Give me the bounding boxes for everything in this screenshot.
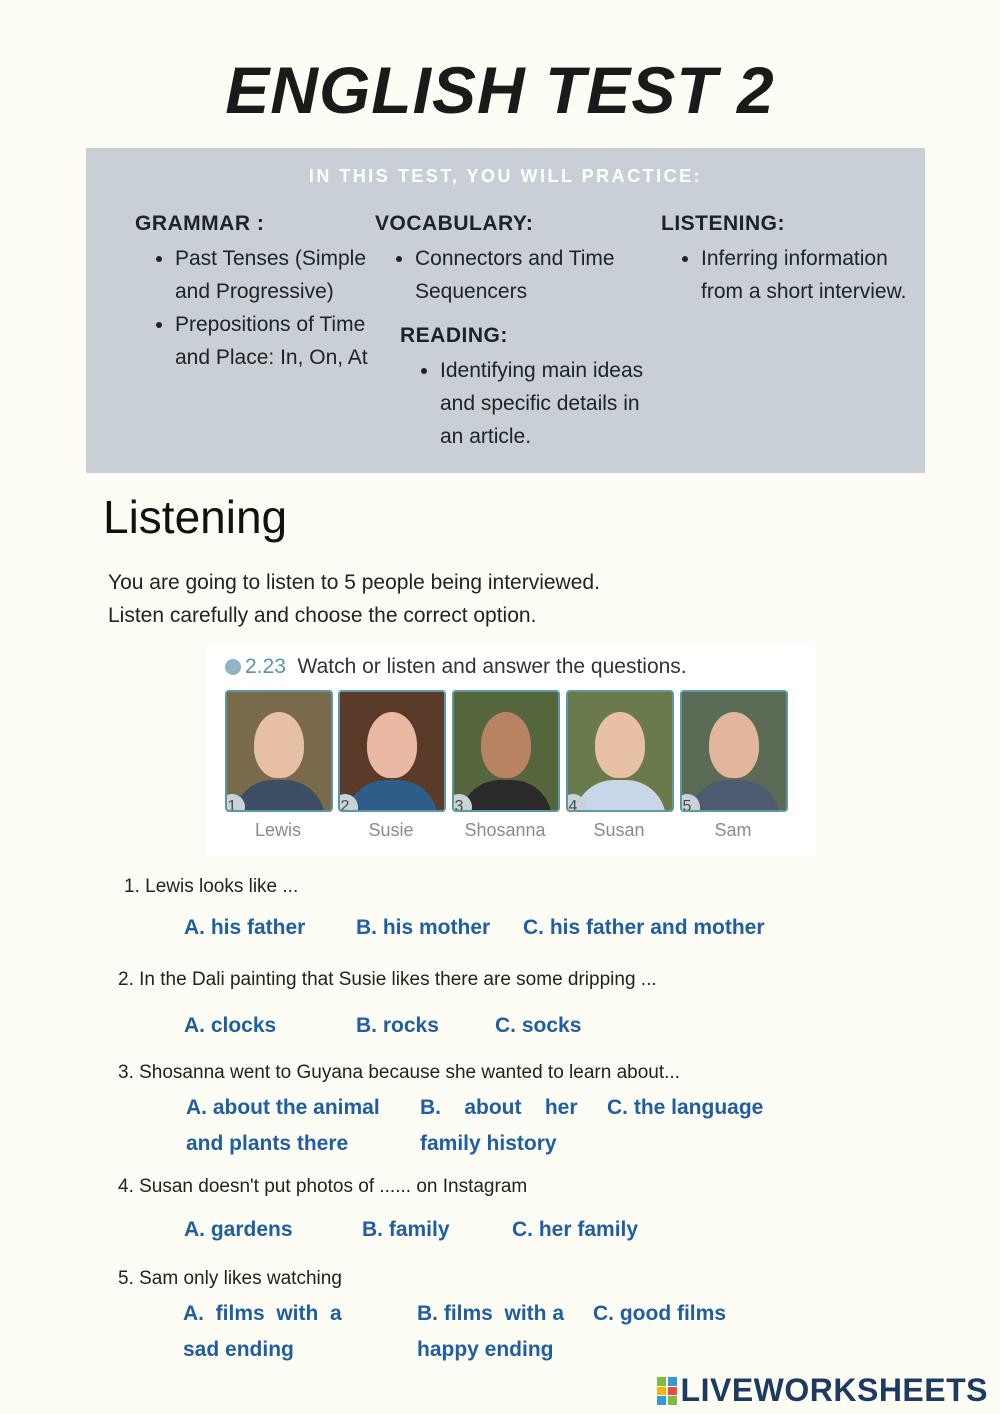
listening-column (661, 212, 921, 308)
person-number: 1 (225, 794, 245, 812)
intro-line: You are going to listen to 5 people being interviewed. (108, 571, 600, 594)
section-title: Listening (103, 491, 288, 543)
grammar-column (135, 212, 375, 374)
person-name: Lewis (254, 820, 302, 840)
portrait-image (225, 690, 333, 812)
q2-option-b[interactable]: B. rocks (356, 1014, 439, 1037)
photo-caption (225, 655, 687, 679)
person-card (452, 690, 558, 841)
q1-option-b[interactable]: B. his mother (356, 916, 491, 939)
question-2-text: 2. In the Dali painting that Susie likes there are some dripping ... (118, 969, 657, 990)
person-name: Sam (714, 820, 752, 840)
practice-heading: IN THIS TEST, YOU WILL PRACTICE: (308, 166, 703, 186)
page-title: ENGLISH TEST 2 (225, 53, 775, 127)
person-card (680, 690, 786, 841)
q3-option-c[interactable]: C. the language (607, 1096, 764, 1119)
q4-option-b[interactable]: B. family (362, 1218, 450, 1241)
q2-option-c[interactable]: C. socks (495, 1014, 582, 1037)
person-name: Susie (368, 820, 414, 840)
brand-name: LIVEWORKSHEETS (680, 1372, 988, 1408)
q5-option-a[interactable]: A. films with a sad ending (183, 1302, 348, 1361)
q1-option-c[interactable]: C. his father and mother (523, 916, 765, 939)
listening-label: LISTENING: (661, 212, 785, 235)
q4-option-a[interactable]: A. gardens (184, 1218, 293, 1241)
question-4-text: 4. Susan doesn't put photos of ...... on Instagram (118, 1176, 528, 1197)
portrait-image (566, 690, 674, 812)
portrait-image (680, 690, 788, 812)
person-card (338, 690, 444, 841)
practice-summary-box (86, 148, 925, 473)
vocabulary-column (375, 212, 655, 308)
listening-item: • Inferring information from a short interview. (701, 242, 921, 308)
q2-option-a[interactable]: A. clocks (184, 1014, 277, 1037)
person-number: 4 (566, 794, 586, 812)
person-number: 2 (338, 794, 358, 812)
intro-line: Listen carefully and choose the correct option. (108, 604, 537, 627)
person-number: 3 (452, 794, 472, 812)
caption-text: Watch or listen and answer the questions. (297, 655, 687, 678)
question-3-text: 3. Shosanna went to Guyana because she wanted to learn about... (118, 1062, 680, 1083)
person-card (566, 690, 672, 841)
person-name: Shosanna (464, 820, 546, 840)
liveworksheets-logo-icon (657, 1377, 677, 1405)
audio-icon[interactable] (225, 659, 241, 675)
reading-column (400, 324, 660, 453)
portrait-image (338, 690, 446, 812)
q4-option-c[interactable]: C. her family (512, 1218, 639, 1241)
reading-item: • Identifying main ideas and specific details in an article. (440, 354, 660, 453)
interviewee-photo-panel (207, 645, 815, 857)
reading-label: READING: (400, 324, 508, 347)
vocabulary-item: • Connectors and Time Sequencers (415, 242, 655, 308)
person-card (225, 690, 331, 841)
q1-option-a[interactable]: A. his father (184, 916, 306, 939)
q5-option-b[interactable]: B. films with a happy ending (417, 1302, 570, 1361)
question-1-text: 1. Lewis looks like ... (124, 876, 299, 897)
q3-option-a[interactable]: A. about the animal and plants there (186, 1096, 380, 1155)
grammar-item: • Prepositions of Time and Place: In, On, At (175, 308, 375, 374)
question-5-text: 5. Sam only likes watching (118, 1268, 342, 1289)
vocabulary-label: VOCABULARY: (375, 212, 534, 235)
grammar-item: • Past Tenses (Simple and Progressive) (175, 242, 375, 308)
track-number: 2.23 (245, 655, 286, 678)
q3-option-b[interactable]: B. about her family history (420, 1096, 584, 1155)
person-number: 5 (680, 794, 700, 812)
intro-text (108, 566, 600, 632)
person-name: Susan (593, 820, 645, 840)
liveworksheets-logo (657, 1372, 988, 1409)
q5-option-c[interactable]: C. good films (593, 1302, 726, 1325)
portrait-image (452, 690, 560, 812)
grammar-label: GRAMMAR : (135, 212, 265, 235)
